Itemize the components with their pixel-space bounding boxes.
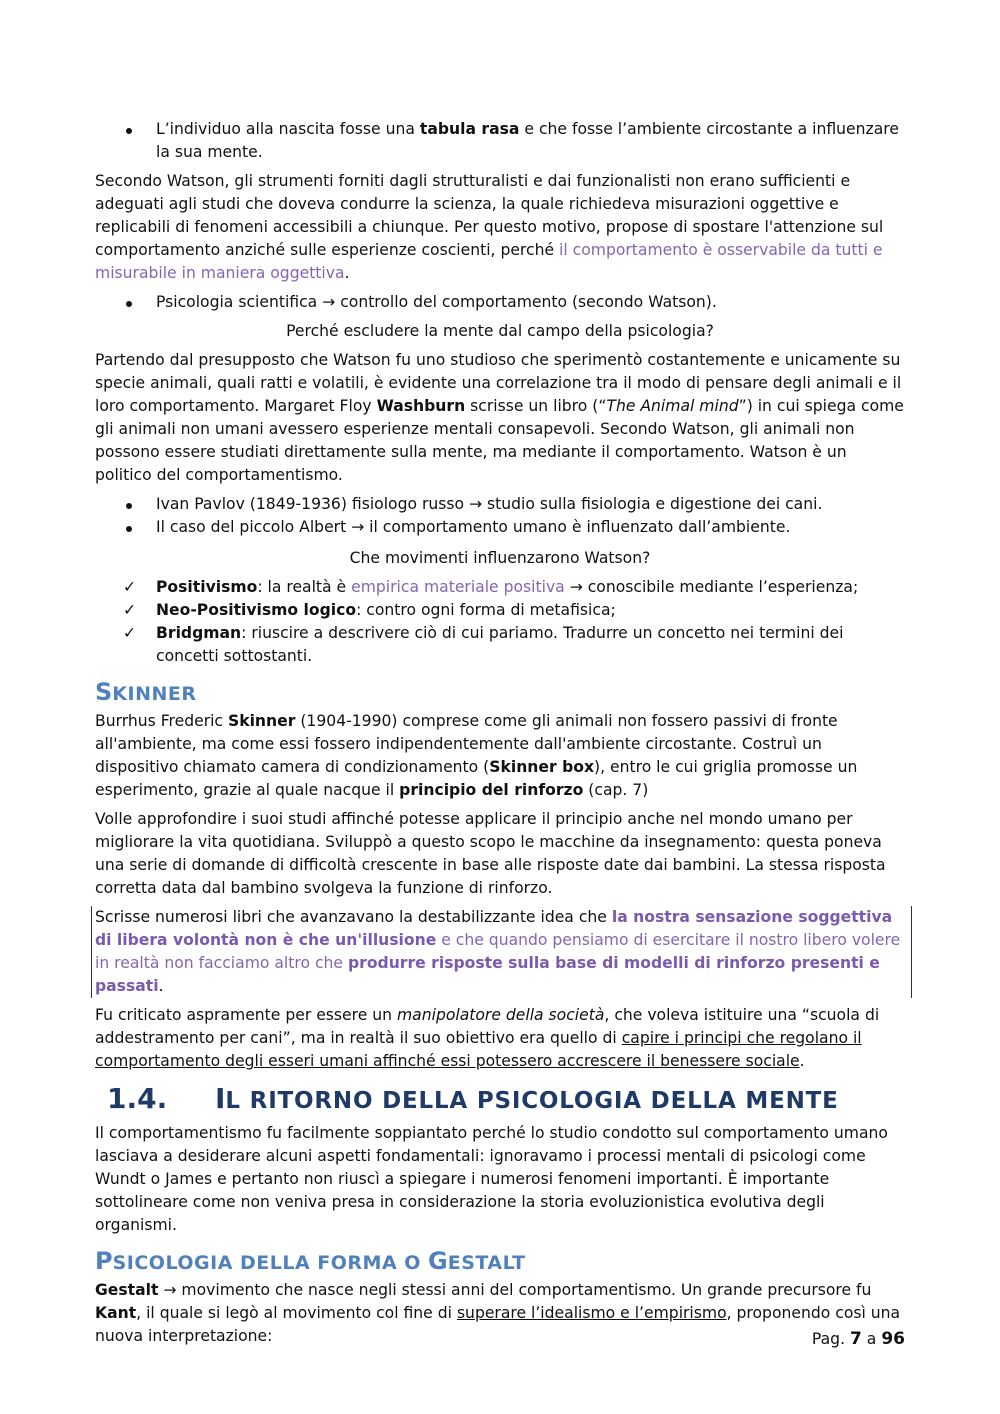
- paragraph-skinner-critique: Fu criticato aspramente per essere un manipolatore della società, che voleva istituire una “scuola di addestramento per cani”, ma in realtà il suo obiettivo era quello di capire i principi che regolano il comportamento degli esseri umani affinché essi potessero accrescere il benessere sociale.: [95, 1006, 880, 1070]
- document-page: [95, 118, 905, 1354]
- checkmark-icon: ✓: [123, 578, 137, 596]
- highlight-text: il comportamento è osservabile da tutti e misurabile in maniera oggettiva: [95, 241, 883, 282]
- bullet-list: [95, 291, 905, 314]
- bullet-dot-icon: [123, 291, 143, 314]
- paragraph-animali: Partendo dal presupposto che Watson fu uno studioso che sperimentò costantemente e unicamente su specie animali, quali ratti e volatili, è evidente una correlazione tra il modo di pensare degli animali e il loro comportamento. Margaret Floy Washburn scrisse un libro (“The Animal mind”) in cui spiega come gli animali non umani avessero esperienze mentali consapevoli. Secondo Watson, gli animali non possono essere studiati direttamente sulla mente, ma mediante il comportamento. Watson è un politico del comportamentismo.: [95, 351, 904, 484]
- bold-term: tabula rasa: [419, 120, 520, 138]
- question-heading: Che movimenti influenzarono Watson?: [349, 549, 651, 567]
- paragraph-skinner: Burrhus Frederic Skinner (1904-1990) comprese come gli animali non fossero passivi di fronte all'ambiente, ma come essi fossero indipendentemente dall'ambiente circostante. Costruì un dispositivo chiamato camera di condizionamento (Skinner box), entro le cui griglia promosse un esperimento, grazie al quale nacque il principio del rinforzo (cap. 7): [95, 712, 858, 799]
- section-heading-gestalt: PSICOLOGIA DELLA FORMA O GESTALT: [95, 1247, 526, 1275]
- chapter-heading: 1.4. IL RITORNO DELLA PSICOLOGIA DELLA MENTE: [107, 1082, 839, 1115]
- paragraph-gestalt: Gestalt → movimento che nasce negli stessi anni del comportamentismo. Un grande precursore fu Kant, il quale si legò al movimento col fine di superare l’idealismo e l’empirismo, proponendo così una nuova interpretazione:: [95, 1281, 901, 1345]
- bullet-dot-icon: [123, 118, 143, 141]
- page-number-footer: Pag. 7 a 96: [811, 1329, 905, 1349]
- paragraph-skinner-machines: Volle approfondire i suoi studi affinché potesse applicare il principio anche nel mondo umano per migliorare la vita quotidiana. Sviluppò a questo scopo le macchine da insegnamento: questa poneva una serie di domande di difficoltà crescente in base alle risposte date dai bambini. La stessa risposta corretta data dal bambino svolgeva la funzione di rinforzo.: [95, 810, 886, 897]
- paragraph-ritorno: Il comportamentismo fu facilmente soppiantato perché lo studio condotto sul comportamento umano lasciava a desiderare alcuni aspetti fondamentali: ignoravamo i processi mentali di psicologi come Wundt o James e pertanto non riuscì a spiegare i numerosi fenomeni importanti. È importante sottolineare come non veniva presa in considerazione la storia evoluzionistica evolutiva degli organismi.: [95, 1124, 888, 1234]
- question-heading: Perché escludere la mente dal campo della psicologia?: [286, 322, 714, 340]
- bullet-dot-icon: [123, 493, 143, 516]
- section-heading-skinner: SKINNER: [95, 678, 197, 706]
- list-item: Il caso del piccolo Albert → il comportamento umano è influenzato dall’ambiente.: [95, 516, 905, 539]
- paragraph-skinner-books: Scrisse numerosi libri che avanzavano la destabilizzante idea che la nostra sensazione soggettiva di libera volontà non è che un'illusione e che quando pensiamo di esercitare il nostro libero volere in realtà non facciamo altro che produrre risposte sulla base di modelli di rinforzo presenti e passati.: [91, 906, 912, 998]
- paragraph-watson: Secondo Watson, gli strumenti forniti dagli strutturalisti e dai funzionalisti non erano sufficienti e adeguati agli studi che doveva condurre la scienza, la quale richiedeva misurazioni oggettive e replicabili di fenomeni accessibili a chiunque. Per questo motivo, propose di spostare l'attenzione sul comportamento anziché sulle esperienze coscienti, perché il comportamento è osservabile da tutti e misurabile in maniera oggettiva.: [95, 172, 884, 282]
- list-item: ✓ Neo-Positivismo logico: contro ogni forma di metafisica;: [95, 599, 905, 622]
- list-item: Psicologia scientifica → controllo del comportamento (secondo Watson).: [95, 291, 905, 314]
- list-item: ✓ Positivismo: la realtà è empirica materiale positiva → conoscibile mediante l’esperienza;: [95, 576, 905, 599]
- bullet-list: [95, 118, 905, 164]
- list-item: Ivan Pavlov (1849-1936) fisiologo russo → studio sulla fisiologia e digestione dei cani.: [95, 493, 905, 516]
- checkmark-icon: ✓: [123, 601, 137, 619]
- checkmark-icon: ✓: [123, 624, 137, 642]
- list-item: ✓ Bridgman: riuscire a descrivere ciò di cui pariamo. Tradurre un concetto nei termini dei concetti sottostanti.: [123, 624, 844, 665]
- check-list: [95, 576, 905, 668]
- bullet-dot-icon: [123, 516, 143, 539]
- bullet-list: [95, 493, 905, 539]
- list-item: L’individuo alla nascita fosse una tabula rasa e che fosse l’ambiente circostante a influenzare la sua mente.: [95, 118, 905, 164]
